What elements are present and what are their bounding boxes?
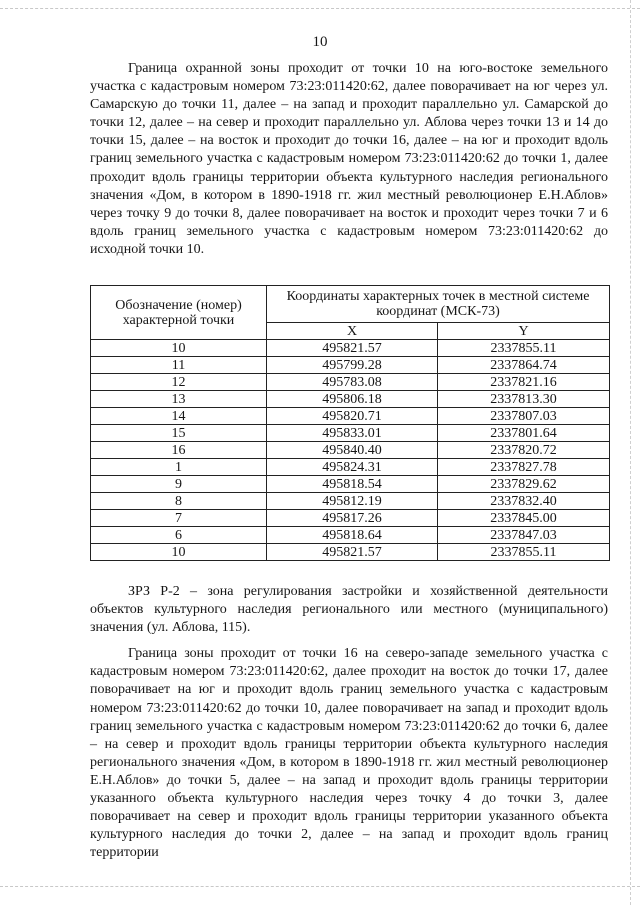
x-coordinate-cell: 495840.40 [267, 442, 438, 459]
table-row [91, 357, 610, 374]
x-coordinate-cell: 495818.54 [267, 476, 438, 493]
point-cell: 7 [91, 510, 267, 527]
y-coordinate-cell: 2337864.74 [438, 357, 610, 374]
table-row [91, 408, 610, 425]
table-row [91, 527, 610, 544]
header-y: Y [438, 323, 610, 340]
x-coordinate-cell: 495833.01 [267, 425, 438, 442]
table-row [91, 425, 610, 442]
y-coordinate-cell: 2337807.03 [438, 408, 610, 425]
x-coordinate-cell: 495820.71 [267, 408, 438, 425]
point-cell: 6 [91, 527, 267, 544]
table-row [91, 493, 610, 510]
header-point-designation: Обозначение (номер) характерной точки [91, 286, 267, 340]
point-cell: 8 [91, 493, 267, 510]
x-coordinate-cell: 495824.31 [267, 459, 438, 476]
table-row [91, 544, 610, 561]
paragraph-zone-boundary: Граница зоны проходит от точки 16 на северо-западе земельного участка с кадастровым номером 73:23:011420:62, далее проходит на восток до точки 17, далее поворачивает на юг и проходит вдоль границ земельного участка с кадастровым номером 73:23:011420:62 до точки 10, далее поворачивает на запад и проходит вдоль границ земельного участка с кадастровым номером 73:23:011420:62 до точки 6, далее – на север и проходит вдоль границы территории объекта культурного наследия регионального значения «Дом, в котором в 1890-1918 гг. жил местный революционер Е.Н.Аблов» до точки 5, далее – на запад и проходит вдоль границы территории указанного объекта культурного наследия через точку 4 до точки 3, далее поворачивает на север и проходит вдоль границы территории указанного объекта культурного наследия до точки 2, далее – на запад и проходит вдоль границ территории [90, 646, 608, 861]
table-row [91, 340, 610, 357]
y-coordinate-cell: 2337855.11 [438, 340, 610, 357]
x-coordinate-cell: 495817.26 [267, 510, 438, 527]
table-row [91, 374, 610, 391]
point-cell: 13 [91, 391, 267, 408]
y-coordinate-cell: 2337832.40 [438, 493, 610, 510]
text-block-bottom [90, 583, 608, 862]
y-coordinate-cell: 2337829.62 [438, 476, 610, 493]
point-cell: 16 [91, 442, 267, 459]
point-cell: 11 [91, 357, 267, 374]
table-row [91, 391, 610, 408]
y-coordinate-cell: 2337847.03 [438, 527, 610, 544]
y-coordinate-cell: 2337820.72 [438, 442, 610, 459]
coordinates-table-body [91, 340, 610, 561]
x-coordinate-cell: 495806.18 [267, 391, 438, 408]
point-cell: 15 [91, 425, 267, 442]
point-cell: 12 [91, 374, 267, 391]
x-coordinate-cell: 495812.19 [267, 493, 438, 510]
scan-edge-right [630, 0, 631, 905]
x-coordinate-cell: 495821.57 [267, 544, 438, 561]
table-row [91, 476, 610, 493]
text-block-top [90, 60, 608, 259]
y-coordinate-cell: 2337821.16 [438, 374, 610, 391]
point-cell: 14 [91, 408, 267, 425]
paragraph-protection-zone-boundary: Граница охранной зоны проходит от точки 10 на юго-востоке земельного участка с кадастровым номером 73:23:011420:62, далее поворачивает на юг через ул. Самарскую до точки 11, далее – на запад и проходит параллельно ул. Самарской до точки 12, далее – на север и проходит параллельно ул. Аблова через точки 13 и 14 до точки 15, далее – на восток и проходит до точки 16, далее – на юг и проходит вдоль границ земельного участка с кадастровым номером 73:23:011420:62 до точки 1, далее проходит вдоль границы территории объекта культурного наследия регионального значения «Дом, в котором в 1890-1918 гг. жил местный революционер Е.Н.Аблов» через точку 9 до точки 8, далее поворачивает на восток и проходит через точки 7 и 6 вдоль границ земельного участка с кадастровым номером 73:23:011420:62 до исходной точки 10. [90, 61, 608, 257]
page-number: 10 [312, 34, 328, 50]
y-coordinate-cell: 2337801.64 [438, 425, 610, 442]
point-cell: 10 [91, 544, 267, 561]
header-x: X [267, 323, 438, 340]
point-cell: 9 [91, 476, 267, 493]
y-coordinate-cell: 2337827.78 [438, 459, 610, 476]
table-row [91, 510, 610, 527]
coordinates-table [90, 285, 610, 561]
x-coordinate-cell: 495799.28 [267, 357, 438, 374]
x-coordinate-cell: 495821.57 [267, 340, 438, 357]
paragraph-zrz-definition: ЗРЗ Р-2 – зона регулирования застройки и хозяйственной деятельности объектов культурного наследия регионального или местного (муниципального) значения (ул. Аблова, 115). [90, 584, 608, 636]
scan-edge-bottom [0, 886, 640, 887]
point-cell: 1 [91, 459, 267, 476]
y-coordinate-cell: 2337845.00 [438, 510, 610, 527]
table-row [91, 442, 610, 459]
scan-edge-top [0, 8, 640, 9]
point-cell: 10 [91, 340, 267, 357]
header-coordinates: Координаты характерных точек в местной системе координат (МСК-73) [267, 286, 610, 323]
x-coordinate-cell: 495818.64 [267, 527, 438, 544]
y-coordinate-cell: 2337813.30 [438, 391, 610, 408]
x-coordinate-cell: 495783.08 [267, 374, 438, 391]
y-coordinate-cell: 2337855.11 [438, 544, 610, 561]
table-row [91, 459, 610, 476]
